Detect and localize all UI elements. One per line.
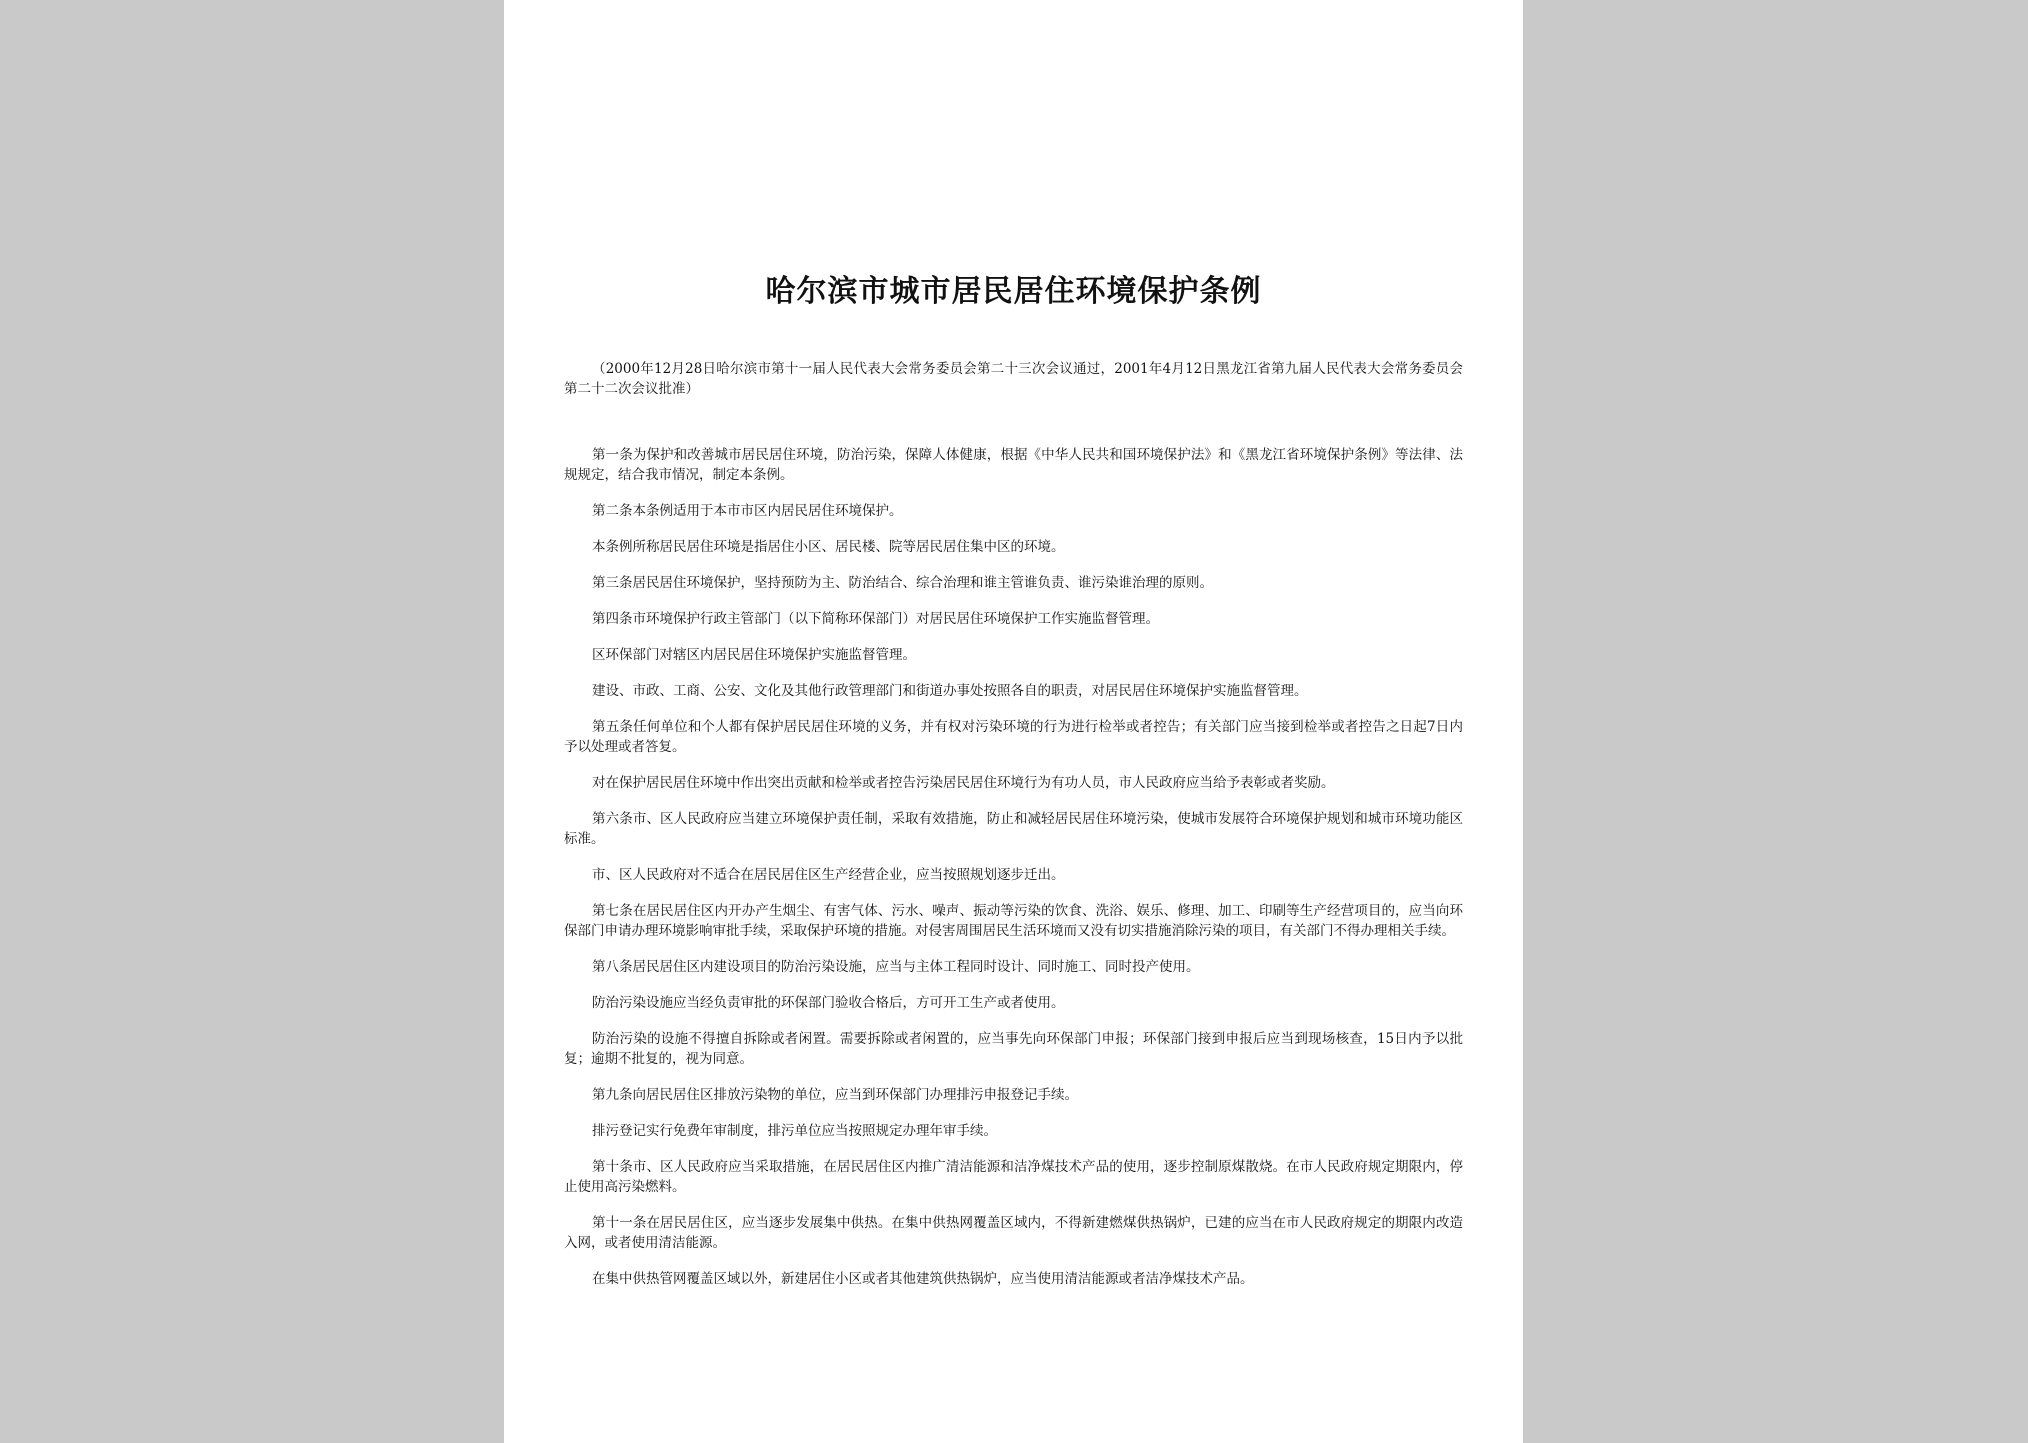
article-paragraph: 排污登记实行免费年审制度，排污单位应当按照规定办理年审手续。 (592, 1123, 997, 1139)
article-body (564, 445, 1463, 1289)
article-paragraph: 对在保护居民居住环境中作出突出贡献和检举或者控告污染居民居住环境行为有功人员，市人民政府应当给予表彰或者奖励。 (592, 775, 1335, 791)
article-paragraph: 第四条市环境保护行政主管部门（以下简称环保部门）对居民居住环境保护工作实施监督管理。 (592, 611, 1159, 627)
article-paragraph: 本条例所称居民居住环境是指居住小区、居民楼、院等居民居住集中区的环境。 (592, 539, 1065, 555)
document-title: 哈尔滨市城市居民居住环境保护条例 (765, 274, 1262, 309)
article-paragraph: 第二条本条例适用于本市市区内居民居住环境保护。 (592, 503, 903, 519)
article-paragraph: 第九条向居民居住区排放污染物的单位，应当到环保部门办理排污申报登记手续。 (592, 1087, 1078, 1103)
article-paragraph: 第八条居民居住区内建设项目的防治污染设施，应当与主体工程同时设计、同时施工、同时投产使用。 (592, 959, 1200, 975)
article-paragraph: 市、区人民政府对不适合在居民居住区生产经营企业，应当按照规划逐步迁出。 (592, 867, 1065, 883)
article-paragraph: 第十条市、区人民政府应当采取措施，在居民居住区内推广清洁能源和洁净煤技术产品的使用，逐步控制原煤散烧。在市人民政府规定期限内，停止使用高污染燃料。 (564, 1159, 1463, 1195)
article-paragraph: 第一条为保护和改善城市居民居住环境，防治污染，保障人体健康，根据《中华人民共和国环境保护法》和《黑龙江省环境保护条例》等法律、法规规定，结合我市情况，制定本条例。 (564, 447, 1463, 483)
article-paragraph: 第十一条在居民居住区，应当逐步发展集中供热。在集中供热网覆盖区域内，不得新建燃煤供热锅炉，已建的应当在市人民政府规定的期限内改造入网，或者使用清洁能源。 (564, 1215, 1463, 1251)
article-paragraph: 第五条任何单位和个人都有保护居民居住环境的义务，并有权对污染环境的行为进行检举或者控告；有关部门应当接到检举或者控告之日起7日内予以处理或者答复。 (564, 719, 1463, 755)
article-paragraph: 第六条市、区人民政府应当建立环境保护责任制，采取有效措施，防止和减轻居民居住环境污染，使城市发展符合环境保护规划和城市环境功能区标准。 (564, 811, 1463, 847)
article-paragraph: 防治污染的设施不得擅自拆除或者闲置。需要拆除或者闲置的，应当事先向环保部门申报；环保部门接到申报后应当到现场核查，15日内予以批复；逾期不批复的，视为同意。 (564, 1031, 1463, 1067)
article-paragraph: 防治污染设施应当经负责审批的环保部门验收合格后，方可开工生产或者使用。 (592, 995, 1065, 1011)
article-paragraph: 在集中供热管网覆盖区域以外，新建居住小区或者其他建筑供热锅炉，应当使用清洁能源或者洁净煤技术产品。 (592, 1271, 1254, 1287)
article-paragraph: 第七条在居民居住区内开办产生烟尘、有害气体、污水、噪声、振动等污染的饮食、洗浴、娱乐、修理、加工、印刷等生产经营项目的，应当向环保部门申请办理环境影响审批手续，采取保护环境的措施。对侵害周围居民生活环境而又没有切实措施消除污染的项目，有关部门不得办理相关手续。 (564, 903, 1463, 939)
article-paragraph: 建设、市政、工商、公安、文化及其他行政管理部门和街道办事处按照各自的职责，对居民居住环境保护实施监督管理。 (592, 683, 1308, 699)
document-page (504, 0, 1523, 1443)
approval-note: （2000年12月28日哈尔滨市第十一届人民代表大会常务委员会第二十三次会议通过，2001年4月12日黑龙江省第九届人民代表大会常务委员会第二十二次会议批准） (564, 361, 1463, 397)
article-paragraph: 区环保部门对辖区内居民居住环境保护实施监督管理。 (592, 647, 916, 663)
article-paragraph: 第三条居民居住环境保护，坚持预防为主、防治结合、综合治理和谁主管谁负责、谁污染谁治理的原则。 (592, 575, 1213, 591)
